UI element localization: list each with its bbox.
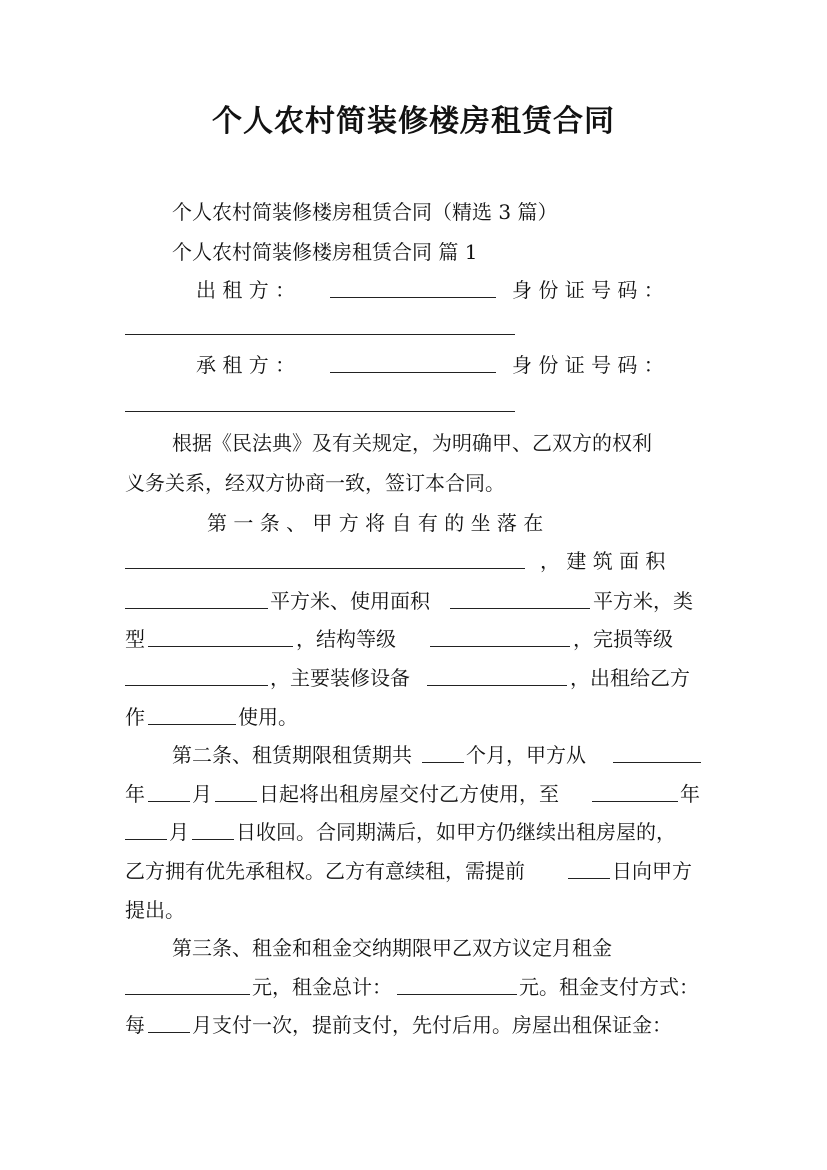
section-heading: 个人农村简装修楼房租赁合同 篇 1 bbox=[172, 240, 478, 264]
damage-grade-blank[interactable] bbox=[125, 685, 268, 686]
article-3-line-1: 第三条、租金和租金交纳期限甲乙双方议定月租金 bbox=[172, 936, 612, 960]
lessor-id-label: 身 份 证 号 码 ： bbox=[512, 278, 664, 302]
lessor-label: 出 租 方 ： bbox=[196, 278, 296, 302]
payment-method-label: 元。租金支付方式： bbox=[519, 975, 699, 999]
building-area-label: ， 建 筑 面 积 bbox=[540, 549, 666, 573]
intro-line-2: 义务关系，经双方协商一致，签订本合同。 bbox=[125, 471, 505, 495]
end-day-blank[interactable] bbox=[192, 839, 234, 840]
type-blank[interactable] bbox=[148, 646, 293, 647]
purpose-label: 作 bbox=[125, 705, 145, 729]
equipment-label: ，主要装修设备 bbox=[270, 666, 410, 690]
total-rent-blank[interactable] bbox=[397, 994, 517, 995]
document-title: 个人农村简装修楼房租赁合同 bbox=[212, 104, 615, 139]
from-label: 个月，甲方从 bbox=[466, 743, 586, 767]
building-area-blank[interactable] bbox=[125, 608, 268, 609]
priority-line: 乙方拥有优先承租权。乙方有意续租，需提前 bbox=[125, 859, 525, 883]
structure-grade-blank[interactable] bbox=[430, 646, 570, 647]
monthly-rent-blank[interactable] bbox=[125, 994, 250, 995]
lessee-id-label: 身 份 证 号 码 ： bbox=[512, 353, 664, 377]
payment-interval-blank[interactable] bbox=[148, 1032, 190, 1033]
lessee-label: 承 租 方 ： bbox=[196, 353, 296, 377]
total-rent-label: 元，租金总计： bbox=[252, 975, 392, 999]
year-label: 年 bbox=[125, 782, 145, 806]
equipment-blank[interactable] bbox=[427, 685, 567, 686]
structure-grade-label: ，结构等级 bbox=[296, 627, 396, 651]
lessor-id-blank[interactable] bbox=[125, 334, 515, 335]
renewal-line: 日收回。合同期满后，如甲方仍继续出租房屋的， bbox=[236, 820, 676, 844]
lessor-name-blank[interactable] bbox=[330, 297, 496, 298]
end-month-blank[interactable] bbox=[125, 839, 167, 840]
usable-area-blank[interactable] bbox=[450, 608, 590, 609]
notice-days-blank[interactable] bbox=[568, 878, 610, 879]
address-blank[interactable] bbox=[125, 568, 525, 569]
lessee-id-blank[interactable] bbox=[125, 411, 515, 412]
end-year-label: 年 bbox=[680, 782, 700, 806]
purpose-label-end: 使用。 bbox=[238, 705, 298, 729]
article-2-label: 第二条、租赁期限租赁期共 bbox=[172, 743, 412, 767]
lease-months-blank[interactable] bbox=[422, 762, 464, 763]
type-label: 平方米，类 bbox=[593, 589, 693, 613]
start-day-blank[interactable] bbox=[215, 801, 257, 802]
subtitle-line: 个人农村简装修楼房租赁合同（精选 3 篇） bbox=[172, 200, 558, 224]
type-label-end: 型 bbox=[125, 627, 145, 651]
notice-label: 日向甲方 bbox=[612, 859, 692, 883]
purpose-blank[interactable] bbox=[148, 724, 236, 725]
start-month-blank[interactable] bbox=[148, 801, 190, 802]
month-label: 月 bbox=[192, 782, 212, 806]
damage-grade-label: ，完损等级 bbox=[573, 627, 673, 651]
usable-area-label: 平方米、使用面积 bbox=[270, 589, 430, 613]
lessee-name-blank[interactable] bbox=[330, 372, 496, 373]
raise-line: 提出。 bbox=[125, 898, 185, 922]
payment-terms-line: 月支付一次，提前支付，先付后用。房屋出租保证金： bbox=[192, 1013, 672, 1037]
every-label: 每 bbox=[125, 1013, 145, 1037]
intro-line-1: 根据《民法典》及有关规定，为明确甲、乙双方的权利 bbox=[172, 431, 652, 455]
start-year-blank[interactable] bbox=[613, 762, 701, 763]
lease-to-label: ，出租给乙方 bbox=[570, 666, 690, 690]
delivery-label: 日起将出租房屋交付乙方使用，至 bbox=[259, 782, 559, 806]
article-1-line-1: 第 一 条 、 甲 方 将 自 有 的 坐 落 在 bbox=[207, 511, 544, 535]
end-year-blank[interactable] bbox=[592, 801, 678, 802]
end-month-label: 月 bbox=[169, 820, 189, 844]
